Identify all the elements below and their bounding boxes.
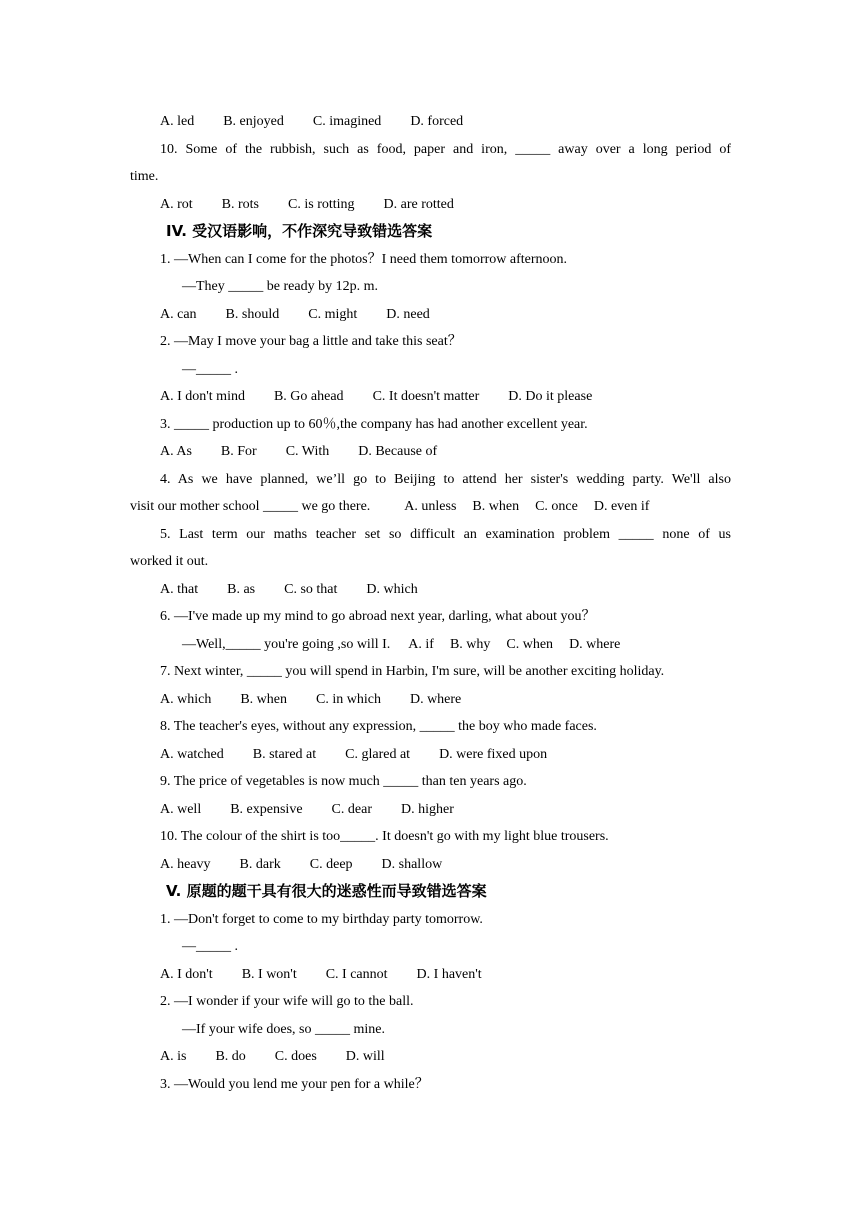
option-d: D. Because of xyxy=(358,444,438,459)
option-d: D. shallow xyxy=(381,856,443,872)
stem-text: visit our mother school _____ we go there. xyxy=(130,499,371,514)
option-b: B. rots xyxy=(221,196,260,212)
question-stem: 3. _____ production up to 60％,the company has had another excellent year. xyxy=(160,416,588,432)
option-b: B. when xyxy=(472,499,520,514)
option-c: C. does xyxy=(274,1049,317,1064)
section-heading: IV. 受汉语影响，不作深究导致错选答案 xyxy=(166,222,433,240)
option-c: C. With xyxy=(285,444,330,459)
option-c: C. imagined xyxy=(312,114,382,129)
option-a: A. which xyxy=(160,691,212,707)
question-reply: —_____ . xyxy=(182,361,238,377)
option-d: D. will xyxy=(345,1049,385,1064)
options-row xyxy=(130,191,731,219)
question-stem: 4. As we have planned, we’ll go to Beijing to attend her sister's wedding party. We'll also xyxy=(160,471,731,487)
option-b: B. should xyxy=(225,306,280,322)
question-stem: 10. Some of the rubbish, such as food, paper and iron, _____ away over a long period of xyxy=(160,141,731,157)
option-a: A. well xyxy=(160,801,202,817)
option-a: A. I don't mind xyxy=(160,389,245,404)
options-row xyxy=(130,438,731,466)
option-c: C. might xyxy=(308,306,358,322)
options-row xyxy=(130,851,731,879)
question-stem: 1. —Don't forget to come to my birthday party tomorrow. xyxy=(160,911,483,927)
option-b: B. do xyxy=(215,1049,246,1064)
option-c: C. in which xyxy=(316,691,381,707)
option-b: B. when xyxy=(240,691,287,707)
option-d: D. where xyxy=(409,691,462,707)
options-row xyxy=(130,576,731,604)
option-a: A. rot xyxy=(160,196,193,212)
option-b: B. dark xyxy=(239,856,281,872)
question-reply: —They _____ be ready by 12p. m. xyxy=(182,279,378,294)
options-row xyxy=(130,686,731,714)
option-c: C. It doesn't matter xyxy=(372,389,480,404)
question-reply: —_____ . xyxy=(182,939,238,954)
options-row xyxy=(130,383,731,411)
question-stem: 9. The price of vegetables is now much _____ than ten years ago. xyxy=(160,774,527,789)
question-stem: 6. —I've made up my mind to go abroad next year, darling, what about you？ xyxy=(160,609,596,624)
option-c: C. so that xyxy=(284,581,338,597)
document-page xyxy=(130,108,731,1098)
question-reply: —If your wife does, so _____ mine. xyxy=(182,1021,385,1037)
option-c: C. is rotting xyxy=(288,196,355,212)
option-c: C. once xyxy=(535,499,578,514)
option-b: B. expensive xyxy=(230,801,303,817)
option-b: B. I won't xyxy=(241,966,297,982)
option-a: A. I don't xyxy=(160,966,213,982)
question-stem: 10. The colour of the shirt is too_____. It doesn't go with my light blue trousers. xyxy=(160,829,609,844)
option-d: D. which xyxy=(366,581,418,597)
option-d: D. need xyxy=(386,306,430,322)
option-a: A. that xyxy=(160,581,199,597)
question-reply xyxy=(130,631,731,659)
option-c: C. I cannot xyxy=(325,966,388,982)
question-stem: 2. —I wonder if your wife will go to the ball. xyxy=(160,994,414,1009)
question-stem: 7. Next winter, _____ you will spend in Harbin, I'm sure, will be another exciting holiday. xyxy=(160,664,665,679)
option-b: B. enjoyed xyxy=(223,114,284,129)
option-a: A. heavy xyxy=(160,856,211,872)
question-stem: 2. —May I move your bag a little and take this seat？ xyxy=(160,334,462,349)
option-d: D. I haven't xyxy=(416,966,482,982)
options-row xyxy=(130,108,731,136)
option-b: B. stared at xyxy=(252,746,317,762)
option-c: C. deep xyxy=(309,856,353,872)
option-d: D. were fixed upon xyxy=(439,746,548,762)
option-a: A. led xyxy=(160,114,195,129)
option-d: D. even if xyxy=(593,499,650,514)
option-d: D. are rotted xyxy=(383,196,454,212)
section-heading: V. 原题的题干具有很大的迷惑性而导致错选答案 xyxy=(166,882,487,900)
option-d: D. Do it please xyxy=(508,389,593,404)
question-stem: 5. Last term our maths teacher set so difficult an examination problem _____ none of us xyxy=(160,526,731,542)
options-row xyxy=(130,796,731,824)
question-stem: 8. The teacher's eyes, without any expression, _____ the boy who made faces. xyxy=(160,719,597,734)
question-stem: 3. —Would you lend me your pen for a while？ xyxy=(160,1076,429,1092)
option-a: A. is xyxy=(160,1049,187,1064)
option-a: A. if xyxy=(408,636,434,652)
option-b: B. as xyxy=(227,581,256,597)
options-row xyxy=(130,301,731,329)
option-c: C. when xyxy=(506,636,554,652)
option-d: D. forced xyxy=(410,114,464,129)
option-b: B. Go ahead xyxy=(273,389,344,404)
option-c: C. glared at xyxy=(345,746,411,762)
question-stem-continued: worked it out. xyxy=(130,554,209,569)
question-stem-continued xyxy=(130,493,731,521)
option-d: D. where xyxy=(569,636,621,652)
option-c: C. dear xyxy=(331,801,372,817)
option-a: A. can xyxy=(160,306,197,322)
options-row xyxy=(130,961,731,989)
option-d: D. higher xyxy=(400,801,454,817)
question-stem-continued: time. xyxy=(130,169,159,184)
reply-text: —Well,_____ you're going ,so will I. xyxy=(182,636,391,652)
options-row xyxy=(130,1043,731,1071)
option-b: B. why xyxy=(449,636,491,652)
option-a: A. unless xyxy=(404,499,457,514)
option-a: A. watched xyxy=(160,746,224,762)
options-row xyxy=(130,741,731,769)
option-a: A. As xyxy=(160,444,192,459)
question-stem: 1. —When can I come for the photos？I need them tomorrow afternoon. xyxy=(160,251,568,267)
option-b: B. For xyxy=(220,444,257,459)
